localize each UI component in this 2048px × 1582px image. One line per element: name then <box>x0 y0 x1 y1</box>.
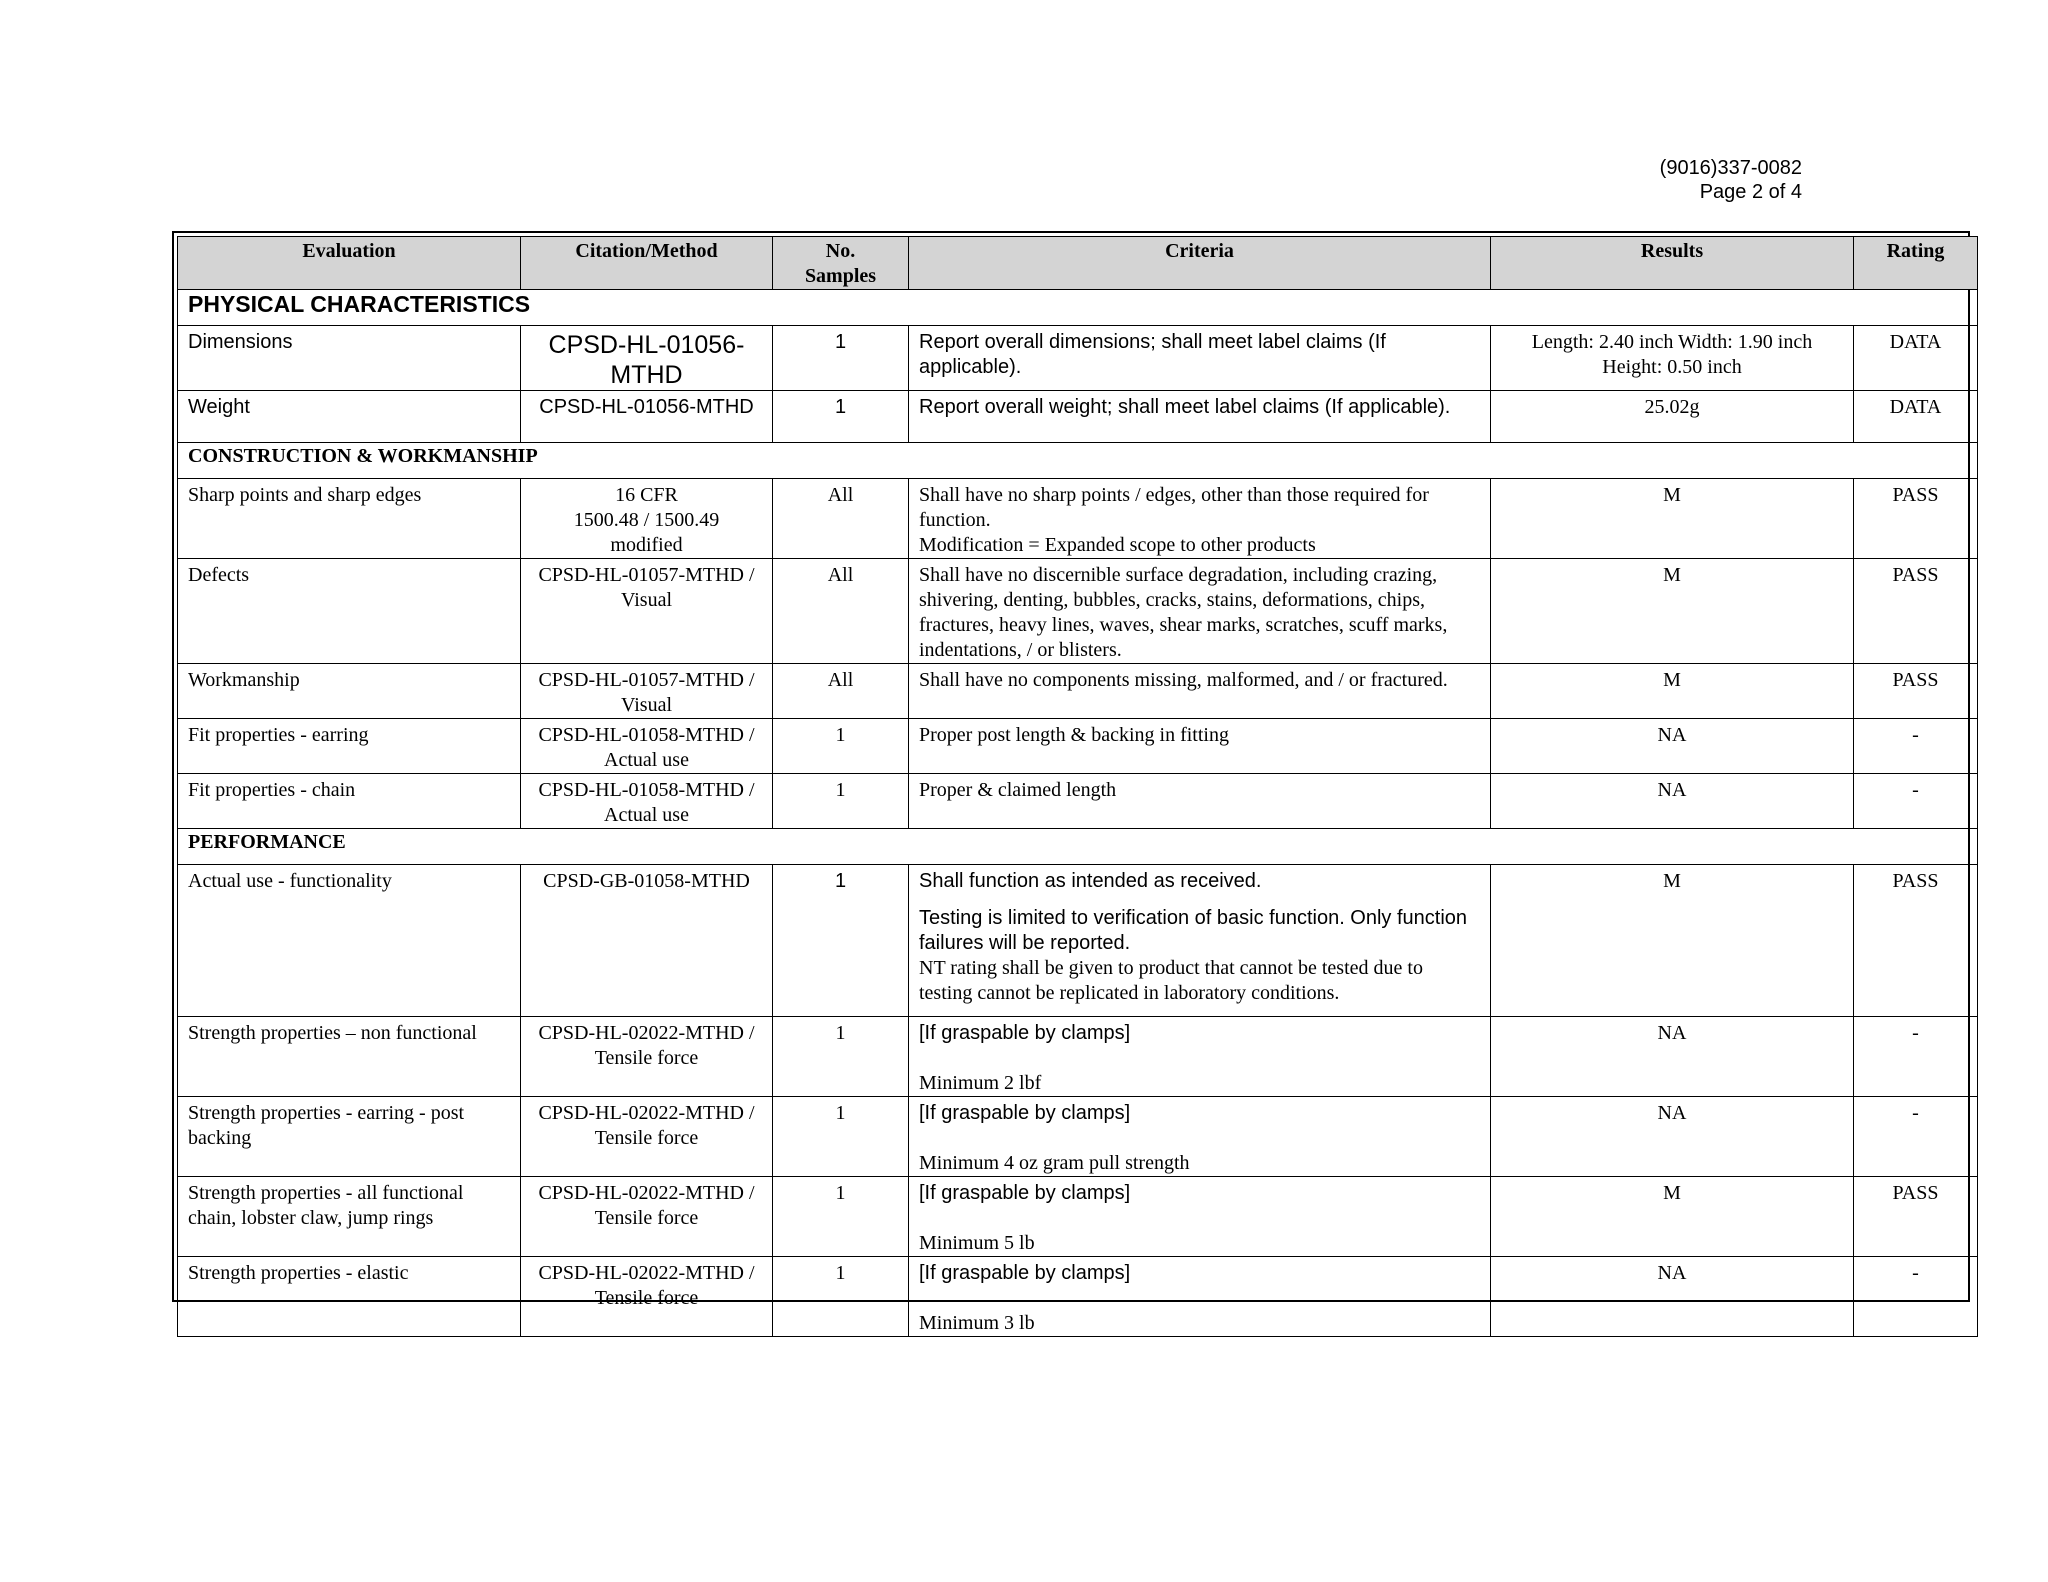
cell-criteria <box>909 1097 1491 1177</box>
table-row-workmanship <box>178 664 1978 719</box>
section-title-construction: CONSTRUCTION & WORKMANSHIP <box>178 443 1978 479</box>
table-row-weight <box>178 391 1978 443</box>
table-row-strength-nonfunctional <box>178 1017 1978 1097</box>
cell-citation: CPSD-GB-01058-MTHD <box>521 865 773 1017</box>
cell-criteria <box>909 1257 1491 1337</box>
cell-rating: DATA <box>1854 326 1978 391</box>
cell-criteria: Report overall dimensions; shall meet label claims (If applicable). <box>909 326 1491 391</box>
cell-evaluation: Strength properties - all functional chain, lobster claw, jump rings <box>178 1177 521 1257</box>
page-number: Page 2 of 4 <box>1699 181 1802 203</box>
cell-rating: PASS <box>1854 664 1978 719</box>
cell-citation: CPSD-HL-01056-MTHD <box>521 326 773 391</box>
cell-results: M <box>1491 559 1854 664</box>
cell-rating: - <box>1854 1097 1978 1177</box>
table-row-strength-elastic <box>178 1257 1978 1337</box>
evaluation-table <box>177 236 1978 1337</box>
section-row-physical <box>178 290 1978 326</box>
section-row-performance <box>178 829 1978 865</box>
cell-rating: PASS <box>1854 479 1978 559</box>
section-title-performance: PERFORMANCE <box>178 829 1978 865</box>
cell-rating: PASS <box>1854 559 1978 664</box>
col-samples-header <box>773 237 909 290</box>
cell-samples: All <box>773 559 909 664</box>
col-evaluation-header: Evaluation <box>178 237 521 290</box>
cell-samples: 1 <box>773 326 909 391</box>
table-row-defects <box>178 559 1978 664</box>
cell-evaluation: Dimensions <box>178 326 521 391</box>
cell-samples: 1 <box>773 865 909 1017</box>
cell-criteria: Shall have no components missing, malformed, and / or fractured. <box>909 664 1491 719</box>
cell-results <box>1491 326 1854 391</box>
col-rating-header: Rating <box>1854 237 1978 290</box>
criteria-line2: Minimum 2 lbf <box>919 1072 1042 1094</box>
criteria-line1: [If graspable by clamps] <box>919 1022 1131 1044</box>
cell-rating: - <box>1854 774 1978 829</box>
cell-criteria <box>909 865 1491 1017</box>
cell-rating: PASS <box>1854 865 1978 1017</box>
cell-samples: 1 <box>773 1257 909 1337</box>
cell-citation: CPSD-HL-01057-MTHD / Visual <box>521 664 773 719</box>
evaluation-table-frame <box>172 231 1970 1334</box>
cell-citation: CPSD-HL-02022-MTHD / Tensile force <box>521 1097 773 1177</box>
cell-evaluation: Weight <box>178 391 521 443</box>
criteria-line2: Minimum 4 oz gram pull strength <box>919 1152 1190 1174</box>
cell-evaluation: Sharp points and sharp edges <box>178 479 521 559</box>
criteria-line2: Minimum 3 lb <box>919 1312 1035 1334</box>
cell-citation: CPSD-HL-01058-MTHD / Actual use <box>521 774 773 829</box>
cell-citation <box>521 479 773 559</box>
cell-criteria: Proper post length & backing in fitting <box>909 719 1491 774</box>
criteria-line3: NT rating shall be given to product that cannot be tested due to testing cannot be replicated in laboratory conditions. <box>919 957 1423 1004</box>
citation-line3: modified <box>610 534 683 556</box>
cell-evaluation: Strength properties – non functional <box>178 1017 521 1097</box>
cell-citation: CPSD-HL-01057-MTHD / Visual <box>521 559 773 664</box>
cell-criteria: Proper & claimed length <box>909 774 1491 829</box>
results-line2: Height: 0.50 inch <box>1602 356 1742 378</box>
cell-citation: CPSD-HL-02022-MTHD / Tensile force <box>521 1177 773 1257</box>
col-citation-header: Citation/Method <box>521 237 773 290</box>
samples-header-line2: Samples <box>804 265 877 287</box>
cell-results: 25.02g <box>1491 391 1854 443</box>
section-row-construction <box>178 443 1978 479</box>
table-row-strength-earring <box>178 1097 1978 1177</box>
cell-results: NA <box>1491 1097 1854 1177</box>
cell-results: M <box>1491 1177 1854 1257</box>
cell-evaluation: Strength properties - earring - post backing <box>178 1097 521 1177</box>
cell-evaluation: Actual use - functionality <box>178 865 521 1017</box>
cell-samples: 1 <box>773 1017 909 1097</box>
cell-results: M <box>1491 479 1854 559</box>
citation-line2: 1500.48 / 1500.49 <box>573 509 720 531</box>
cell-results: M <box>1491 865 1854 1017</box>
cell-results: NA <box>1491 719 1854 774</box>
cell-citation: CPSD-HL-01058-MTHD / Actual use <box>521 719 773 774</box>
cell-evaluation: Defects <box>178 559 521 664</box>
cell-samples: 1 <box>773 391 909 443</box>
col-results-header: Results <box>1491 237 1854 290</box>
criteria-line1: [If graspable by clamps] <box>919 1182 1131 1204</box>
cell-rating: - <box>1854 1257 1978 1337</box>
criteria-line1: Shall have no sharp points / edges, other than those required for function. <box>919 484 1429 531</box>
citation-line1: 16 CFR <box>615 484 678 506</box>
cell-results: NA <box>1491 1257 1854 1337</box>
results-line1: Length: 2.40 inch Width: 1.90 inch <box>1531 331 1813 353</box>
phone-number: (9016)337-0082 <box>1659 157 1802 179</box>
table-row-strength-functional <box>178 1177 1978 1257</box>
cell-evaluation: Fit properties - earring <box>178 719 521 774</box>
cell-samples: 1 <box>773 1177 909 1257</box>
cell-results: M <box>1491 664 1854 719</box>
criteria-line2: Testing is limited to verification of basic function. Only function failures will be reported. <box>919 907 1468 954</box>
criteria-line2: Minimum 5 lb <box>919 1232 1035 1254</box>
cell-evaluation: Fit properties - chain <box>178 774 521 829</box>
table-row-sharp-points <box>178 479 1978 559</box>
cell-samples: 1 <box>773 774 909 829</box>
cell-samples: 1 <box>773 719 909 774</box>
cell-rating: PASS <box>1854 1177 1978 1257</box>
samples-header-line1: No. <box>825 240 856 262</box>
table-header-row <box>178 237 1978 290</box>
cell-rating: - <box>1854 1017 1978 1097</box>
cell-evaluation: Workmanship <box>178 664 521 719</box>
table-row-fit-chain <box>178 774 1978 829</box>
criteria-line1: [If graspable by clamps] <box>919 1262 1131 1284</box>
cell-citation: CPSD-HL-01056-MTHD <box>521 391 773 443</box>
cell-samples: All <box>773 479 909 559</box>
table-row-actual-use <box>178 865 1978 1017</box>
col-criteria-header: Criteria <box>909 237 1491 290</box>
criteria-line2: Modification = Expanded scope to other products <box>919 534 1316 556</box>
cell-rating: DATA <box>1854 391 1978 443</box>
cell-criteria <box>909 479 1491 559</box>
cell-citation: CPSD-HL-02022-MTHD / Tensile force <box>521 1017 773 1097</box>
criteria-line1: Shall function as intended as received. <box>919 870 1262 892</box>
cell-evaluation: Strength properties - elastic <box>178 1257 521 1337</box>
criteria-line1: [If graspable by clamps] <box>919 1102 1131 1124</box>
document-header <box>1660 156 1802 204</box>
cell-samples: All <box>773 664 909 719</box>
cell-citation: CPSD-HL-02022-MTHD / Tensile force <box>521 1257 773 1337</box>
cell-samples: 1 <box>773 1097 909 1177</box>
cell-results: NA <box>1491 1017 1854 1097</box>
cell-criteria <box>909 1017 1491 1097</box>
table-row-dimensions <box>178 326 1978 391</box>
cell-rating: - <box>1854 719 1978 774</box>
cell-criteria <box>909 1177 1491 1257</box>
cell-criteria: Shall have no discernible surface degradation, including crazing, shivering, denting, bubbles, cracks, stains, deformations, chips, fractures, heavy lines, waves, shear marks, scratches, scuff marks, indentations, / or blisters. <box>909 559 1491 664</box>
cell-results: NA <box>1491 774 1854 829</box>
section-title-physical: PHYSICAL CHARACTERISTICS <box>178 290 1978 326</box>
table-row-fit-earring <box>178 719 1978 774</box>
cell-criteria: Report overall weight; shall meet label claims (If applicable). <box>909 391 1491 443</box>
